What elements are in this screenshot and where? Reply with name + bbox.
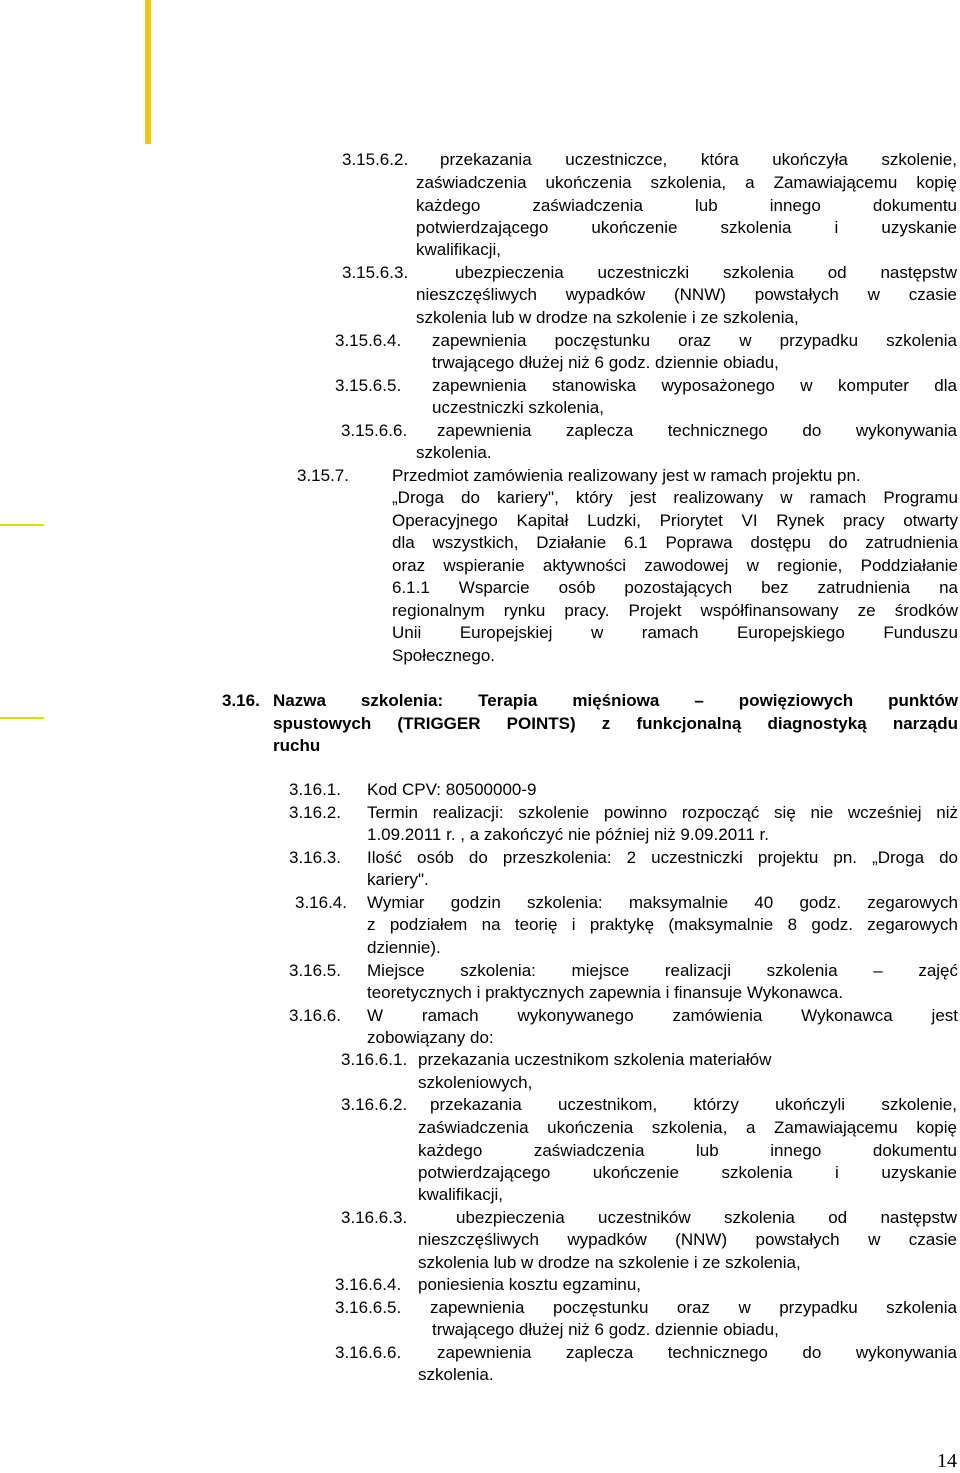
- item-first-line: zapewnienia poczęstunku oraz w przypadku szkolenia: [430, 1298, 957, 1317]
- item-last-line: zobowiązany do:: [367, 1028, 494, 1047]
- item-number: 3.16.6.6.: [335, 1343, 402, 1362]
- margin-rule-2: [0, 717, 44, 719]
- section-number: 3.16.: [222, 691, 260, 710]
- item-last-line: kariery".: [367, 870, 429, 889]
- item-last-line: szkolenia lub w drodze na szkolenie i ze szkolenia,: [416, 308, 799, 327]
- item-first-line: przekazania uczestnikom szkolenia materiałów: [418, 1050, 772, 1069]
- item-last-line: trwającego dłużej niż 6 godz. dziennie obiadu,: [432, 353, 779, 372]
- item-last-line: kwalifikacji,: [416, 240, 502, 259]
- item-number: 3.16.6.3.: [341, 1208, 408, 1227]
- training-title: Nazwa szkolenia: Terapia mięśniowa – powięziowych punktów spustowych (TRIGGER POINTS) z funkcjonalną diagnostyką narządu: [273, 691, 958, 733]
- item-number: 3.15.6.5.: [335, 376, 402, 395]
- item-last-line: trwającego dłużej niż 6 godz. dziennie obiadu,: [432, 1320, 779, 1339]
- item-number: 3.16.4.: [295, 893, 347, 912]
- item-first-line: zapewnienia stanowiska wyposażonego w komputer dla: [432, 376, 957, 395]
- item-number: 3.15.6.6.: [341, 421, 408, 440]
- item-first-line: W ramach wykonywanego zamówienia Wykonawca jest: [367, 1006, 958, 1025]
- paragraph-last-line: Społecznego.: [392, 646, 496, 665]
- item-last-line: szkoleniowych,: [418, 1073, 533, 1092]
- item-continuation: nieszczęśliwych wypadków (NNW) powstałych w czasie: [416, 285, 957, 304]
- item-first-line: przekazania uczestnikom, którzy ukończyli szkolenie,: [430, 1095, 957, 1114]
- item-number: 3.16.3.: [289, 848, 341, 867]
- item-first-line: Miejsce szkolenia: miejsce realizacji szkolenia – zajęć: [367, 961, 958, 980]
- item-first-line: zapewnienia zaplecza technicznego do wykonywania: [437, 421, 957, 440]
- yellow-side-bar: [145, 0, 151, 144]
- item-continuation: zaświadczenia ukończenia szkolenia, a Zamawiającemu kopię każdego zaświadczenia lub innego dokumentu potwierdzającego ukończenie szkolenia i uzyskanie: [416, 173, 957, 237]
- item-last-line: uczestniczki szkolenia,: [432, 398, 604, 417]
- item-last-line: 1.09.2011 r. , a zakończyć nie później niż 9.09.2011 r.: [367, 825, 769, 844]
- paragraph-body: „Droga do kariery", który jest realizowany w ramach Programu Operacyjnego Kapitał Ludzki, Priorytet VI Rynek pracy otwarty dla wszystkich, Działanie 6.1 Poprawa dostępu do zatrudnienia oraz wspieranie aktywności zawodowej w regionie, Poddziałanie 6.1.1 Wsparcie osób pozostających bez zatrudnienia na regionalnym rynku pracy. Projekt współfinansowany ze środków Unii Europejskiej w ramach Europejskiego Funduszu: [392, 488, 958, 642]
- item-number: 3.15.6.3.: [342, 263, 409, 282]
- margin-rule-1: [0, 524, 44, 526]
- item-number: 3.15.6.2.: [342, 150, 409, 169]
- item-continuation: nieszczęśliwych wypadków (NNW) powstałych w czasie: [418, 1230, 957, 1249]
- item-number: 3.16.1.: [289, 780, 341, 799]
- item-last-line: szkolenia.: [416, 443, 492, 462]
- item-first-line: poniesienia kosztu egzaminu,: [418, 1275, 642, 1294]
- item-number: 3.16.6.4.: [335, 1275, 402, 1294]
- page-number: 14: [937, 1450, 957, 1472]
- item-number: 3.16.6.1.: [341, 1050, 408, 1069]
- item-first-line: zapewnienia poczęstunku oraz w przypadku szkolenia: [432, 331, 957, 350]
- item-first-line: przekazania uczestniczce, która ukończyła szkolenie,: [440, 150, 957, 169]
- item-number: 3.16.6.2.: [341, 1095, 408, 1114]
- training-title-last: ruchu: [273, 736, 321, 755]
- paragraph-first-line: Przedmiot zamówienia realizowany jest w ramach projektu pn.: [392, 466, 861, 485]
- item-number: 3.16.2.: [289, 803, 341, 822]
- item-last-line: teoretycznych i praktycznych zapewnia i finansuje Wykonawca.: [367, 983, 844, 1002]
- section-number: 3.15.7.: [297, 466, 349, 485]
- item-number: 3.16.6.: [289, 1006, 341, 1025]
- item-first-line: Wymiar godzin szkolenia: maksymalnie 40 godz. zegarowych: [367, 893, 958, 912]
- item-continuation: z podziałem na teorię i praktykę (maksymalnie 8 godz. zegarowych: [367, 915, 958, 934]
- item-last-line: szkolenia lub w drodze na szkolenie i ze szkolenia,: [418, 1253, 801, 1272]
- item-last-line: kwalifikacji,: [418, 1185, 504, 1204]
- item-last-line: szkolenia.: [418, 1365, 494, 1384]
- item-first-line: ubezpieczenia uczestniczki szkolenia od następstw: [455, 263, 957, 282]
- item-number: 3.16.6.5.: [335, 1298, 402, 1317]
- item-last-line: dziennie).: [367, 938, 441, 957]
- item-continuation: zaświadczenia ukończenia szkolenia, a Zamawiającemu kopię każdego zaświadczenia lub innego dokumentu potwierdzającego ukończenie szkolenia i uzyskanie: [418, 1118, 957, 1182]
- item-number: 3.16.5.: [289, 961, 341, 980]
- item-first-line: Ilość osób do przeszkolenia: 2 uczestniczki projektu pn. „Droga do: [367, 848, 958, 867]
- item-first-line: ubezpieczenia uczestników szkolenia od następstw: [456, 1208, 957, 1227]
- item-number: 3.15.6.4.: [335, 331, 402, 350]
- item-first-line: zapewnienia zaplecza technicznego do wykonywania: [437, 1343, 957, 1362]
- item-first-line: Termin realizacji: szkolenie powinno rozpocząć się nie wcześniej niż: [367, 803, 958, 822]
- cpv-code: Kod CPV: 80500000-9: [367, 780, 537, 799]
